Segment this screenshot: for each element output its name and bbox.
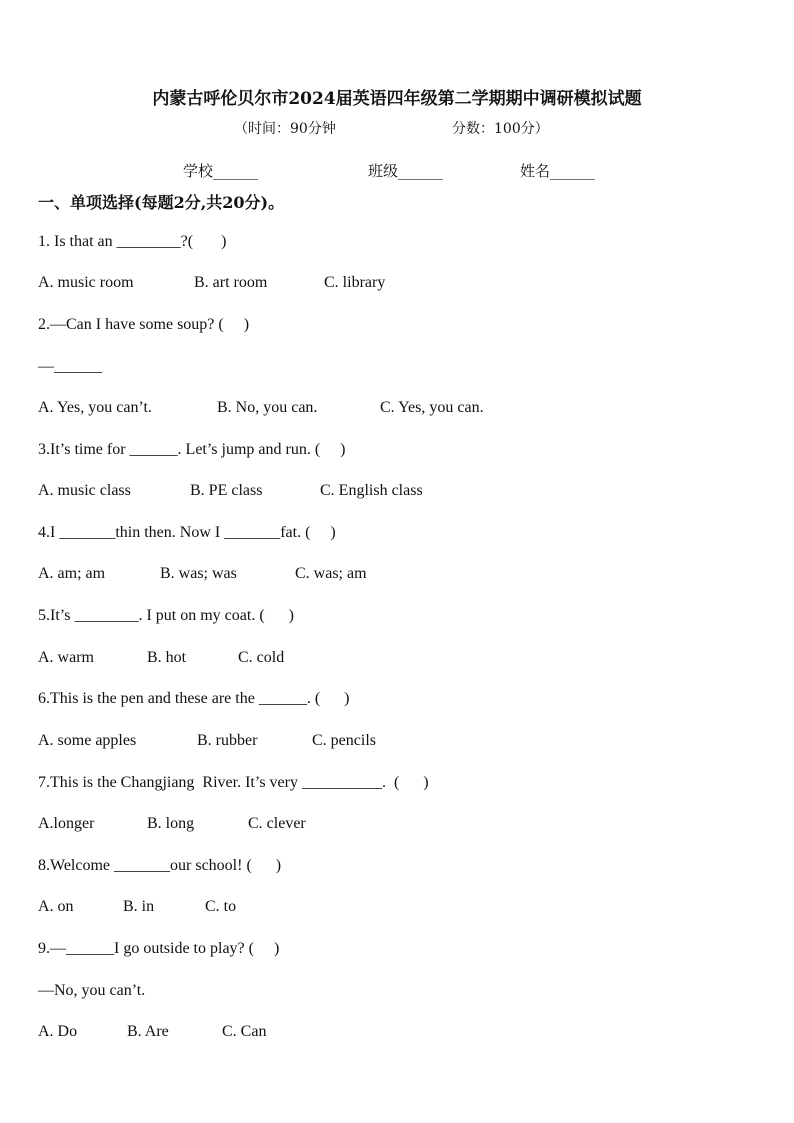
question-stem: 8.Welcome _______our school! ( ) [38, 857, 282, 874]
exam-meta [234, 118, 549, 138]
question-stem: 9.—______I go outside to play? ( ) [38, 940, 280, 957]
option-a: A. music class [38, 482, 131, 499]
option-a: A. Yes, you can’t. [38, 399, 152, 416]
name-field: 姓名______ [520, 162, 596, 180]
option-c: C. English class [320, 482, 423, 499]
question-stem: 7.This is the Changjiang River. It’s very __________. ( ) [38, 774, 429, 791]
school-field: 学校______ [183, 162, 259, 180]
option-b: B. in [123, 898, 155, 915]
question-stem: 4.I _______thin then. Now I _______fat. ( ) [38, 524, 336, 541]
option-c: C. to [205, 898, 237, 915]
exam-title: 内蒙古呼伦贝尔市2024届英语四年级第二学期期中调研模拟试题 [152, 89, 642, 109]
option-b: B. was; was [160, 565, 237, 582]
option-c: C. Yes, you can. [380, 399, 484, 416]
exam-time: （时间：90分钟 [234, 121, 336, 137]
option-a: A. on [38, 898, 74, 915]
option-b: B. PE class [190, 482, 263, 499]
option-a: A. am; am [38, 565, 106, 582]
option-b: B. art room [194, 274, 268, 291]
option-c: C. library [324, 274, 386, 291]
answer-line: —No, you can’t. [38, 982, 146, 999]
option-a: A. music room [38, 274, 134, 291]
option-a: A.longer [38, 815, 95, 832]
option-a: A. Do [38, 1023, 78, 1040]
question-stem: 1. Is that an ________?( ) [38, 233, 227, 250]
option-c: C. was; am [295, 565, 367, 582]
answer-line: —______ [38, 358, 102, 375]
option-a: A. some apples [38, 732, 137, 749]
question-stem: 2.—Can I have some soup? ( ) [38, 316, 250, 333]
option-b: B. rubber [197, 732, 258, 749]
option-a: A. warm [38, 649, 94, 666]
option-c: C. clever [248, 815, 306, 832]
option-c: C. Can [222, 1023, 267, 1040]
question-stem: 5.It’s ________. I put on my coat. ( ) [38, 607, 294, 624]
section-heading: 一、单项选择(每题2分,共20分)。 [38, 193, 285, 212]
option-c: C. cold [238, 649, 285, 666]
option-b: B. long [147, 815, 195, 832]
question-stem: 6.This is the pen and these are the ______. ( ) [38, 690, 350, 707]
option-b: B. hot [147, 649, 187, 666]
class-field: 班级______ [368, 162, 444, 180]
option-c: C. pencils [312, 732, 376, 749]
option-b: B. No, you can. [217, 399, 318, 416]
question-stem: 3.It’s time for ______. Let’s jump and run. ( ) [38, 441, 346, 458]
option-b: B. Are [127, 1023, 169, 1040]
exam-score: 分数：100分） [452, 121, 549, 137]
